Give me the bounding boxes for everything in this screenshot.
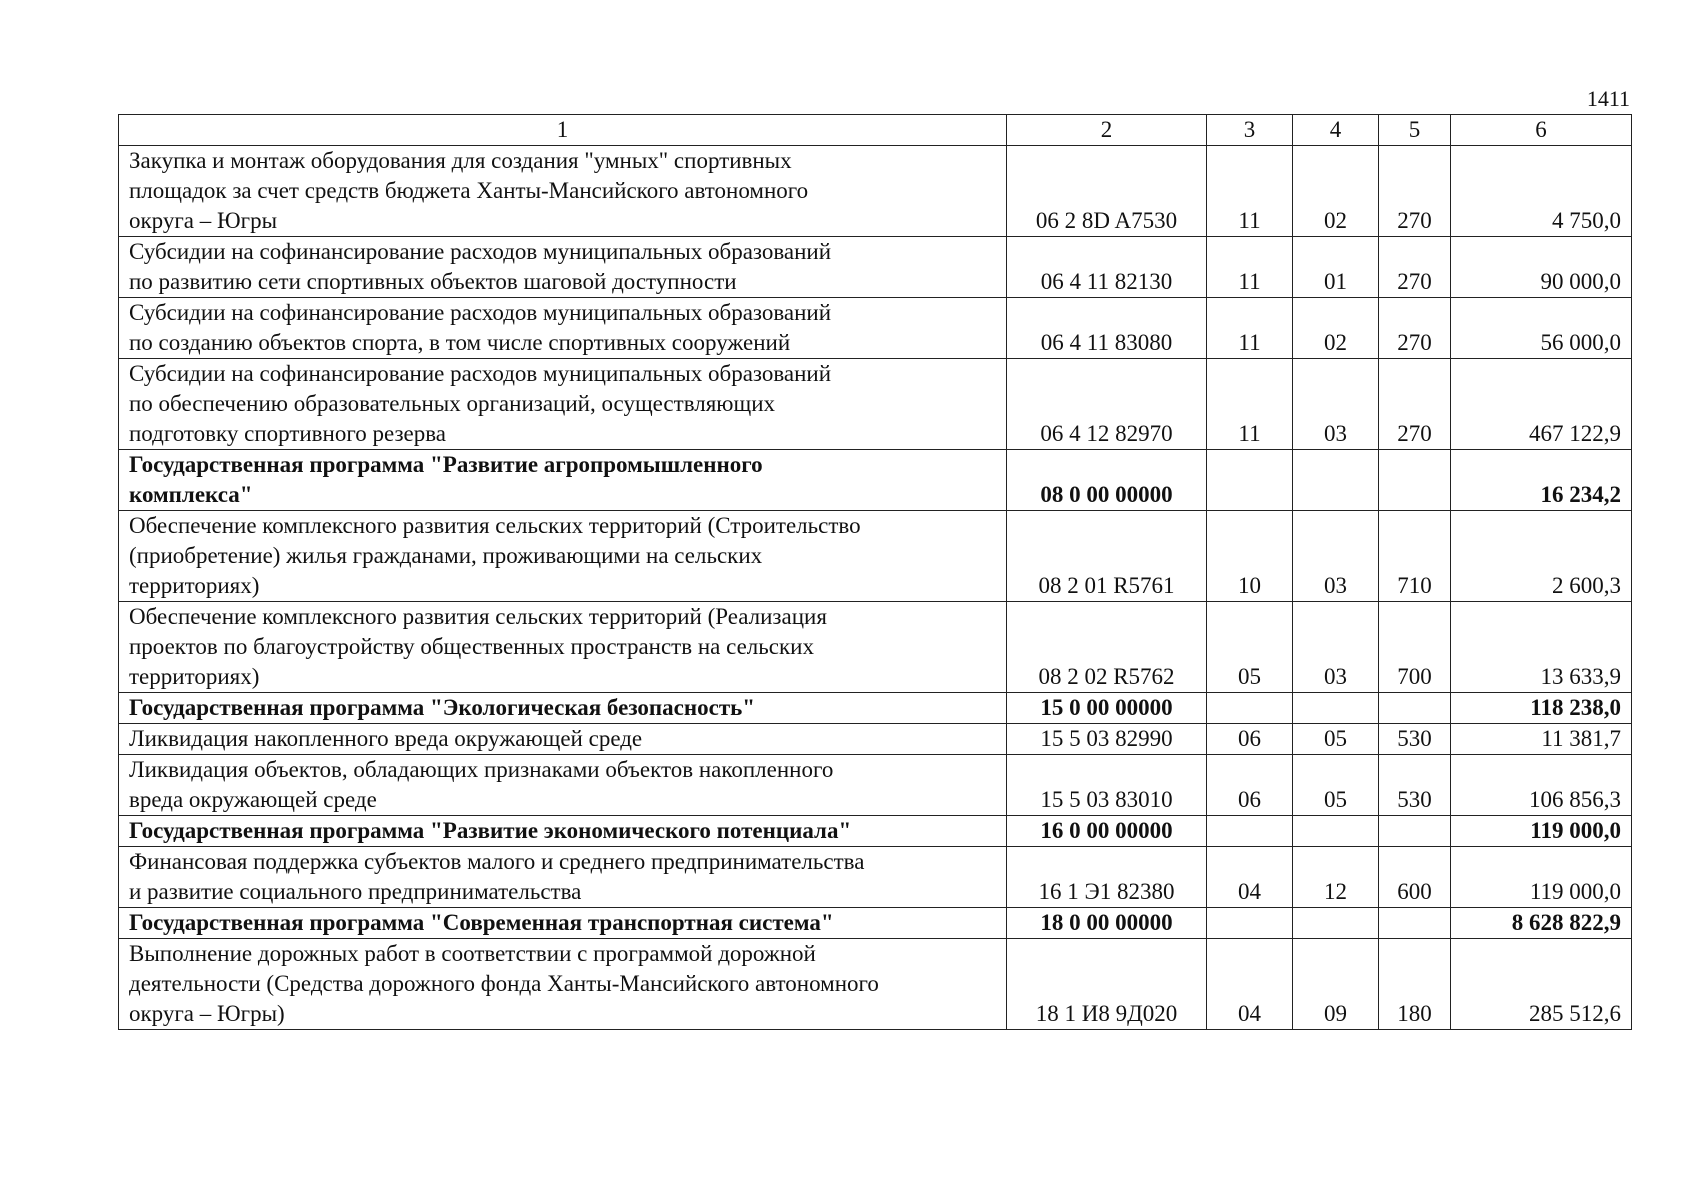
row-expense-type-cell: 270 [1379,146,1451,237]
row-subsection-cell [1293,693,1379,724]
row-name-cell: Государственная программа "Развитие агропромышленного комплекса" [119,450,1007,511]
row-code-cell: 06 4 11 82130 [1007,237,1207,298]
row-expense-type-cell: 270 [1379,359,1451,450]
row-amount-cell: 118 238,0 [1451,693,1632,724]
column-header-6: 6 [1451,115,1632,146]
row-code-cell: 08 0 00 00000 [1007,450,1207,511]
column-header-3: 3 [1207,115,1293,146]
row-code-cell: 15 5 03 83010 [1007,755,1207,816]
row-section-cell [1207,816,1293,847]
row-expense-type-cell: 710 [1379,511,1451,602]
row-section-cell: 04 [1207,939,1293,1030]
table-row [119,847,1632,908]
row-subsection-cell [1293,816,1379,847]
row-section-cell: 11 [1207,359,1293,450]
row-name-cell: Государственная программа "Экологическая безопасность" [119,693,1007,724]
table-row [119,511,1632,602]
row-subsection-cell [1293,908,1379,939]
row-section-cell: 04 [1207,847,1293,908]
row-section-cell: 06 [1207,724,1293,755]
column-header-1: 1 [119,115,1007,146]
row-section-cell: 11 [1207,298,1293,359]
row-name-cell: Финансовая поддержка субъектов малого и среднего предпринимательства и развитие социального предпринимательства [119,847,1007,908]
row-name-cell: Государственная программа "Развитие экономического потенциала" [119,816,1007,847]
row-amount-cell: 467 122,9 [1451,359,1632,450]
row-section-cell [1207,693,1293,724]
program-row [119,693,1632,724]
row-expense-type-cell: 270 [1379,298,1451,359]
row-section-cell [1207,450,1293,511]
row-code-cell: 15 0 00 00000 [1007,693,1207,724]
program-row [119,908,1632,939]
row-section-cell [1207,908,1293,939]
row-code-cell: 18 1 И8 9Д020 [1007,939,1207,1030]
row-section-cell: 10 [1207,511,1293,602]
row-subsection-cell: 05 [1293,755,1379,816]
row-name-cell: Государственная программа "Современная транспортная система" [119,908,1007,939]
program-row [119,816,1632,847]
row-subsection-cell: 03 [1293,602,1379,693]
row-section-cell: 11 [1207,237,1293,298]
row-amount-cell: 13 633,9 [1451,602,1632,693]
table-row [119,755,1632,816]
row-amount-cell: 56 000,0 [1451,298,1632,359]
row-code-cell: 06 2 8D A7530 [1007,146,1207,237]
row-subsection-cell: 12 [1293,847,1379,908]
row-name-cell: Субсидии на софинансирование расходов муниципальных образований по развитию сети спортивных объектов шаговой доступности [119,237,1007,298]
row-amount-cell: 8 628 822,9 [1451,908,1632,939]
row-subsection-cell: 03 [1293,511,1379,602]
row-subsection-cell: 01 [1293,237,1379,298]
table-row [119,146,1632,237]
row-amount-cell: 4 750,0 [1451,146,1632,237]
row-section-cell: 05 [1207,602,1293,693]
row-subsection-cell: 02 [1293,146,1379,237]
program-row [119,450,1632,511]
row-code-cell: 16 0 00 00000 [1007,816,1207,847]
row-name-cell: Обеспечение комплексного развития сельских территорий (Реализация проектов по благоустройству общественных пространств на сельских территориях) [119,602,1007,693]
row-expense-type-cell [1379,693,1451,724]
row-name-cell: Выполнение дорожных работ в соответствии с программой дорожной деятельности (Средства дорожного фонда Ханты-Мансийского автономного округа – Югры) [119,939,1007,1030]
row-amount-cell: 16 234,2 [1451,450,1632,511]
row-expense-type-cell: 530 [1379,724,1451,755]
row-code-cell: 08 2 01 R5761 [1007,511,1207,602]
row-name-cell: Закупка и монтаж оборудования для создания "умных" спортивных площадок за счет средств бюджета Ханты-Мансийского автономного округа – Югры [119,146,1007,237]
table-row [119,724,1632,755]
row-name-cell: Субсидии на софинансирование расходов муниципальных образований по обеспечению образовательных организаций, осуществляющих подготовку спортивного резерва [119,359,1007,450]
row-expense-type-cell: 530 [1379,755,1451,816]
row-subsection-cell: 05 [1293,724,1379,755]
row-code-cell: 18 0 00 00000 [1007,908,1207,939]
table-row [119,939,1632,1030]
budget-table [118,114,1632,1030]
row-section-cell: 06 [1207,755,1293,816]
header-row [119,115,1632,146]
row-amount-cell: 106 856,3 [1451,755,1632,816]
table-row [119,298,1632,359]
row-amount-cell: 119 000,0 [1451,816,1632,847]
row-amount-cell: 2 600,3 [1451,511,1632,602]
row-section-cell: 11 [1207,146,1293,237]
row-code-cell: 08 2 02 R5762 [1007,602,1207,693]
row-code-cell: 06 4 11 83080 [1007,298,1207,359]
row-amount-cell: 90 000,0 [1451,237,1632,298]
column-header-5: 5 [1379,115,1451,146]
row-amount-cell: 119 000,0 [1451,847,1632,908]
row-subsection-cell: 02 [1293,298,1379,359]
table-header [119,115,1632,146]
row-expense-type-cell [1379,908,1451,939]
row-name-cell: Ликвидация накопленного вреда окружающей среде [119,724,1007,755]
row-expense-type-cell: 180 [1379,939,1451,1030]
row-code-cell: 15 5 03 82990 [1007,724,1207,755]
row-subsection-cell: 03 [1293,359,1379,450]
row-expense-type-cell [1379,816,1451,847]
table-row [119,602,1632,693]
row-subsection-cell: 09 [1293,939,1379,1030]
row-code-cell: 06 4 12 82970 [1007,359,1207,450]
row-expense-type-cell: 270 [1379,237,1451,298]
row-code-cell: 16 1 Э1 82380 [1007,847,1207,908]
row-name-cell: Обеспечение комплексного развития сельских территорий (Строительство (приобретение) жилья гражданами, проживающими на сельских территориях) [119,511,1007,602]
row-amount-cell: 11 381,7 [1451,724,1632,755]
row-expense-type-cell [1379,450,1451,511]
table-body [119,146,1632,1030]
row-subsection-cell [1293,450,1379,511]
row-expense-type-cell: 600 [1379,847,1451,908]
column-header-4: 4 [1293,115,1379,146]
row-name-cell: Субсидии на софинансирование расходов муниципальных образований по созданию объектов спорта, в том числе спортивных сооружений [119,298,1007,359]
row-name-cell: Ликвидация объектов, обладающих признаками объектов накопленного вреда окружающей среде [119,755,1007,816]
table-row [119,359,1632,450]
row-amount-cell: 285 512,6 [1451,939,1632,1030]
page-number: 1411 [1586,86,1630,111]
column-header-2: 2 [1007,115,1207,146]
table-row [119,237,1632,298]
row-expense-type-cell: 700 [1379,602,1451,693]
